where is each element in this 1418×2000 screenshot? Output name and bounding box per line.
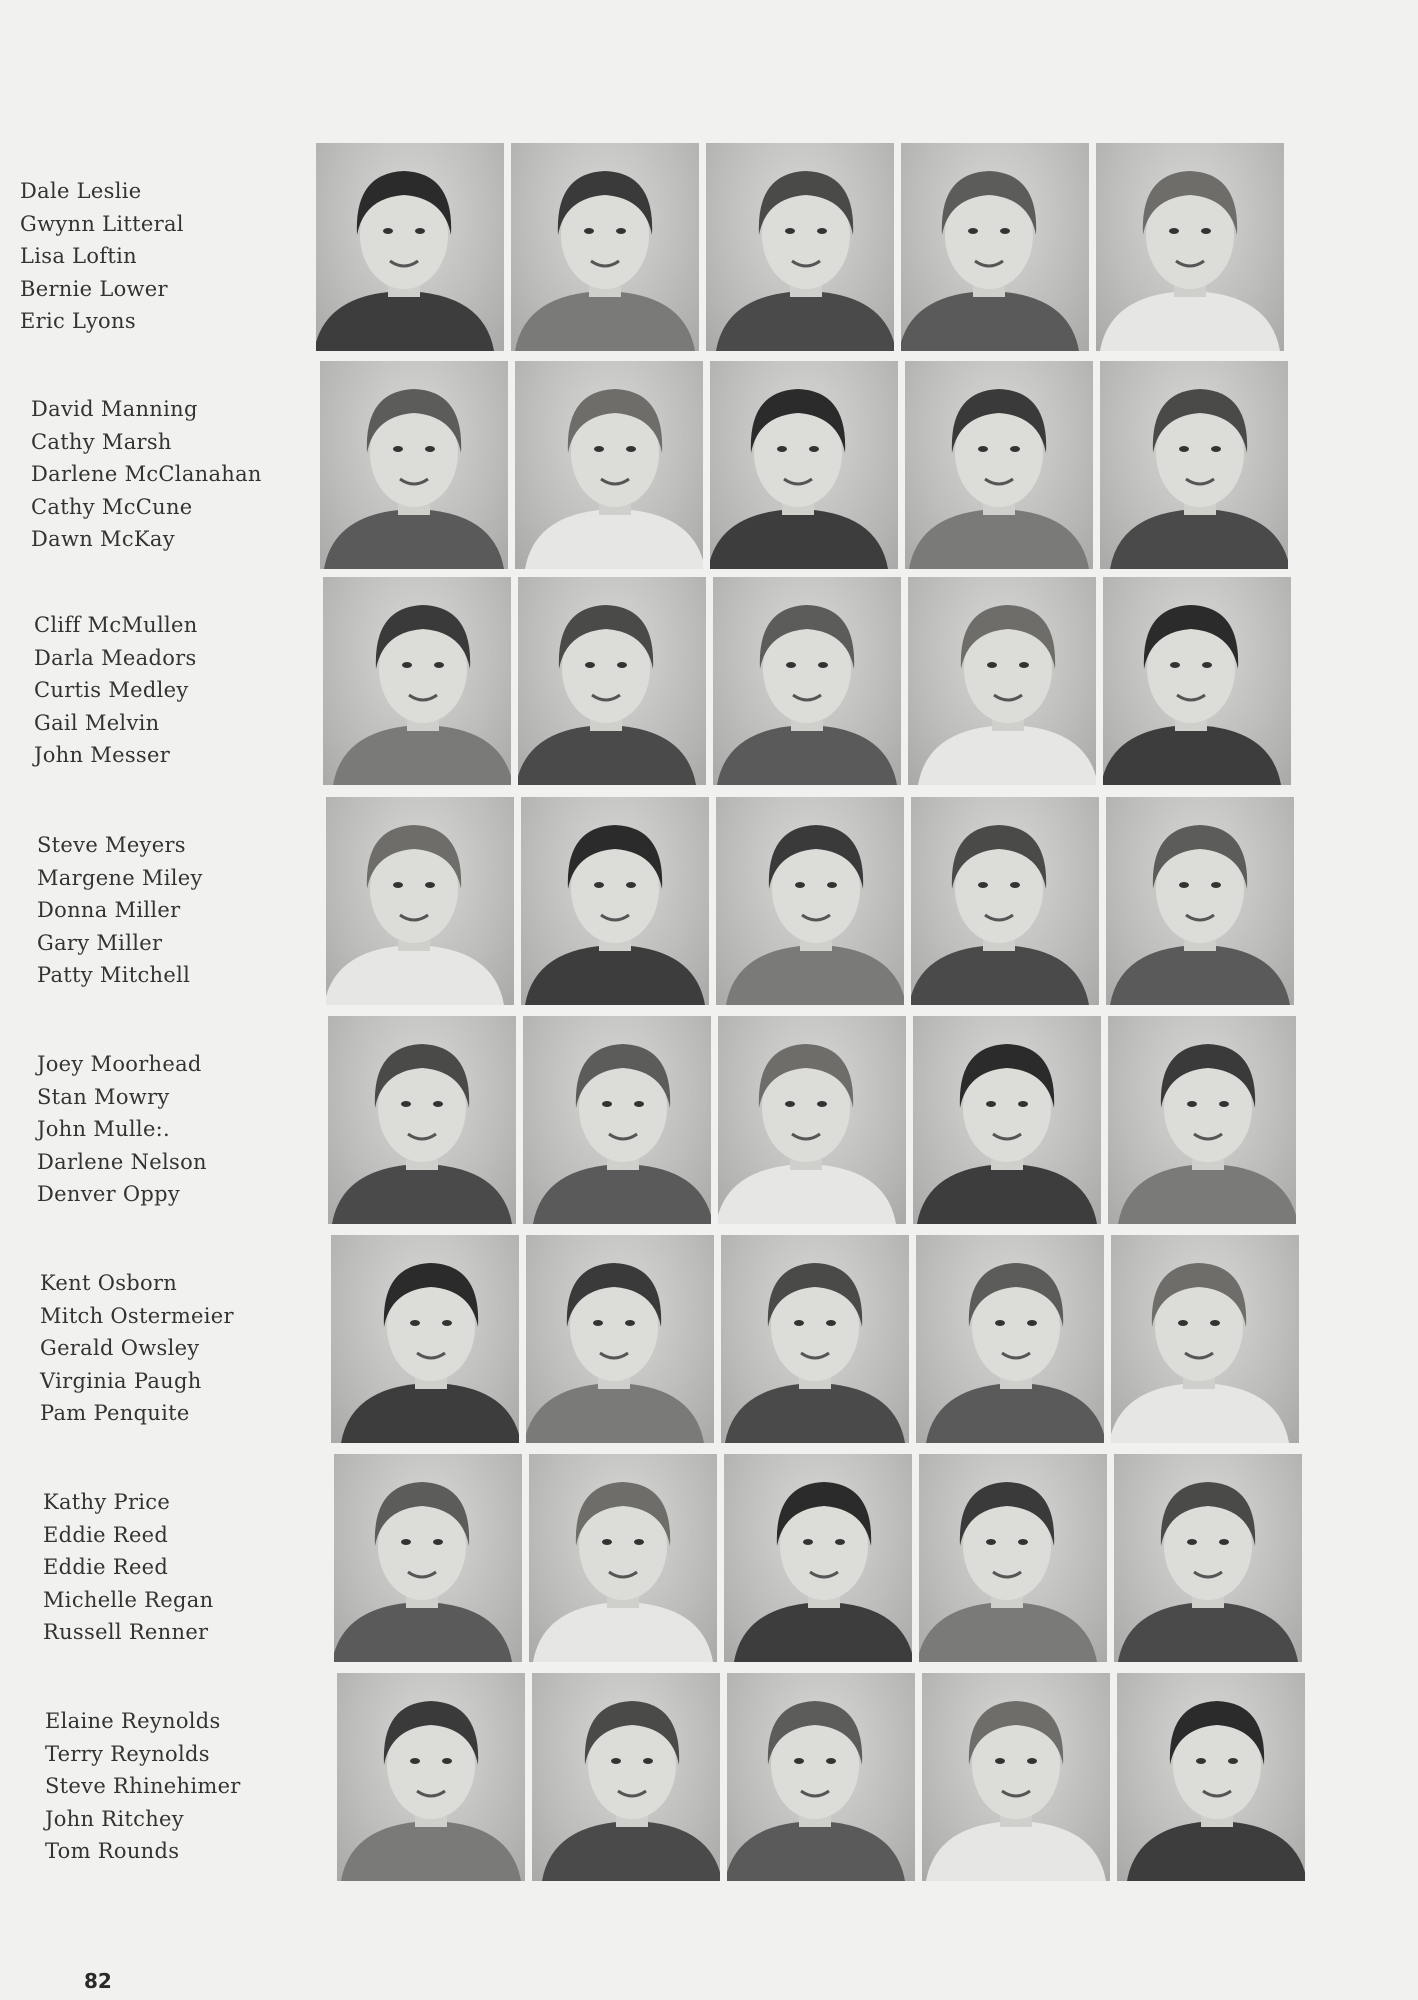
student-portrait-photo [706,143,894,351]
student-name: Steve Meyers [37,833,186,857]
student-portrait-photo [710,361,898,569]
student-portrait-photo [919,1454,1107,1662]
student-portrait-photo [1111,1235,1299,1443]
student-portrait-photo [521,797,709,1005]
student-name-list [34,609,198,772]
student-name: Eddie Reed [43,1522,169,1547]
student-portrait-photo [908,577,1096,785]
student-portrait-photo [316,143,504,351]
portrait-row [0,797,1418,1005]
student-portrait-photo [518,577,706,785]
student-portrait-photo [526,1235,714,1443]
portrait-row [0,1016,1418,1224]
student-portrait-photo [515,361,703,569]
student-name: Steve Rhinehimer [45,1774,241,1798]
student-name: Cathy Marsh [31,429,172,454]
portrait-row [0,1673,1418,1881]
student-name: Cliff McMullen [34,613,198,637]
student-portrait-photo [1100,361,1288,569]
student-name: Tom Rounds [45,1839,180,1863]
student-portrait-photo [727,1673,915,1881]
student-name-list [40,1267,234,1430]
student-name: Terry Reynolds [45,1741,210,1766]
portrait-row [0,577,1418,785]
student-name: John Mulle:. [37,1117,171,1141]
student-name: John Ritchey [45,1806,184,1831]
student-name: Kent Osborn [40,1271,178,1295]
student-name: Eddie Reed [43,1555,169,1579]
student-portrait-photo [323,577,511,785]
student-name: Gwynn Litteral [20,211,184,236]
portrait-row [0,143,1418,351]
student-portrait-photo [1117,1673,1305,1881]
student-name: Lisa Loftin [20,244,137,268]
student-name-list [43,1486,213,1649]
student-name-list [31,393,262,556]
student-name: Eric Lyons [20,309,136,333]
student-name: Dawn McKay [31,527,175,551]
student-portrait-photo [721,1235,909,1443]
student-portrait-photo [716,797,904,1005]
student-portrait-photo [922,1673,1110,1881]
student-name: Donna Miller [37,898,181,922]
student-name: Curtis Medley [34,678,189,702]
student-portrait-photo [511,143,699,351]
portrait-row [0,361,1418,569]
student-portrait-photo [331,1235,519,1443]
student-portrait-photo [532,1673,720,1881]
student-portrait-photo [713,577,901,785]
student-name: David Manning [31,397,198,421]
student-name: Russell Renner [43,1620,209,1644]
student-portrait-photo [1103,577,1291,785]
student-portrait-photo [320,361,508,569]
student-portrait-photo [326,797,514,1005]
student-portrait-photo [905,361,1093,569]
student-name: Denver Oppy [37,1182,181,1206]
student-name: Margene Miley [37,865,203,890]
page-number: 82 [84,1969,112,1993]
student-name: Joey Moorhead [37,1052,202,1076]
student-name: Stan Mowry [37,1084,170,1109]
portrait-row [0,1454,1418,1662]
student-portrait-photo [328,1016,516,1224]
student-portrait-photo [1106,797,1294,1005]
student-name-list [37,1048,207,1211]
student-portrait-photo [1096,143,1284,351]
student-name: Cathy McCune [31,494,193,519]
student-name: Elaine Reynolds [45,1709,221,1733]
student-name: Kathy Price [43,1490,171,1514]
student-name: Michelle Regan [43,1587,214,1612]
student-name: Mitch Ostermeier [40,1303,234,1328]
student-name: Darlene Nelson [37,1149,207,1174]
student-name: Gail Melvin [34,710,160,735]
student-name: Virginia Paugh [40,1368,202,1393]
student-portrait-photo [718,1016,906,1224]
student-name: Darla Meadors [34,645,197,670]
student-name-list [45,1705,241,1868]
student-portrait-photo [529,1454,717,1662]
student-name-list [37,829,203,992]
student-portrait-photo [1108,1016,1296,1224]
student-portrait-photo [911,797,1099,1005]
student-name: Patty Mitchell [37,963,191,987]
student-name: Pam Penquite [40,1401,190,1425]
student-portrait-photo [913,1016,1101,1224]
student-portrait-photo [334,1454,522,1662]
student-portrait-photo [337,1673,525,1881]
student-name: Gary Miller [37,930,163,955]
student-name: Dale Leslie [20,179,142,203]
student-portrait-photo [901,143,1089,351]
student-name: Bernie Lower [20,276,168,301]
student-name: John Messer [34,743,171,767]
student-portrait-photo [1114,1454,1302,1662]
student-portrait-photo [916,1235,1104,1443]
student-portrait-photo [724,1454,912,1662]
student-name: Darlene McClanahan [31,462,262,486]
portrait-row [0,1235,1418,1443]
student-portrait-photo [523,1016,711,1224]
student-name-list [20,175,184,338]
student-name: Gerald Owsley [40,1336,200,1360]
